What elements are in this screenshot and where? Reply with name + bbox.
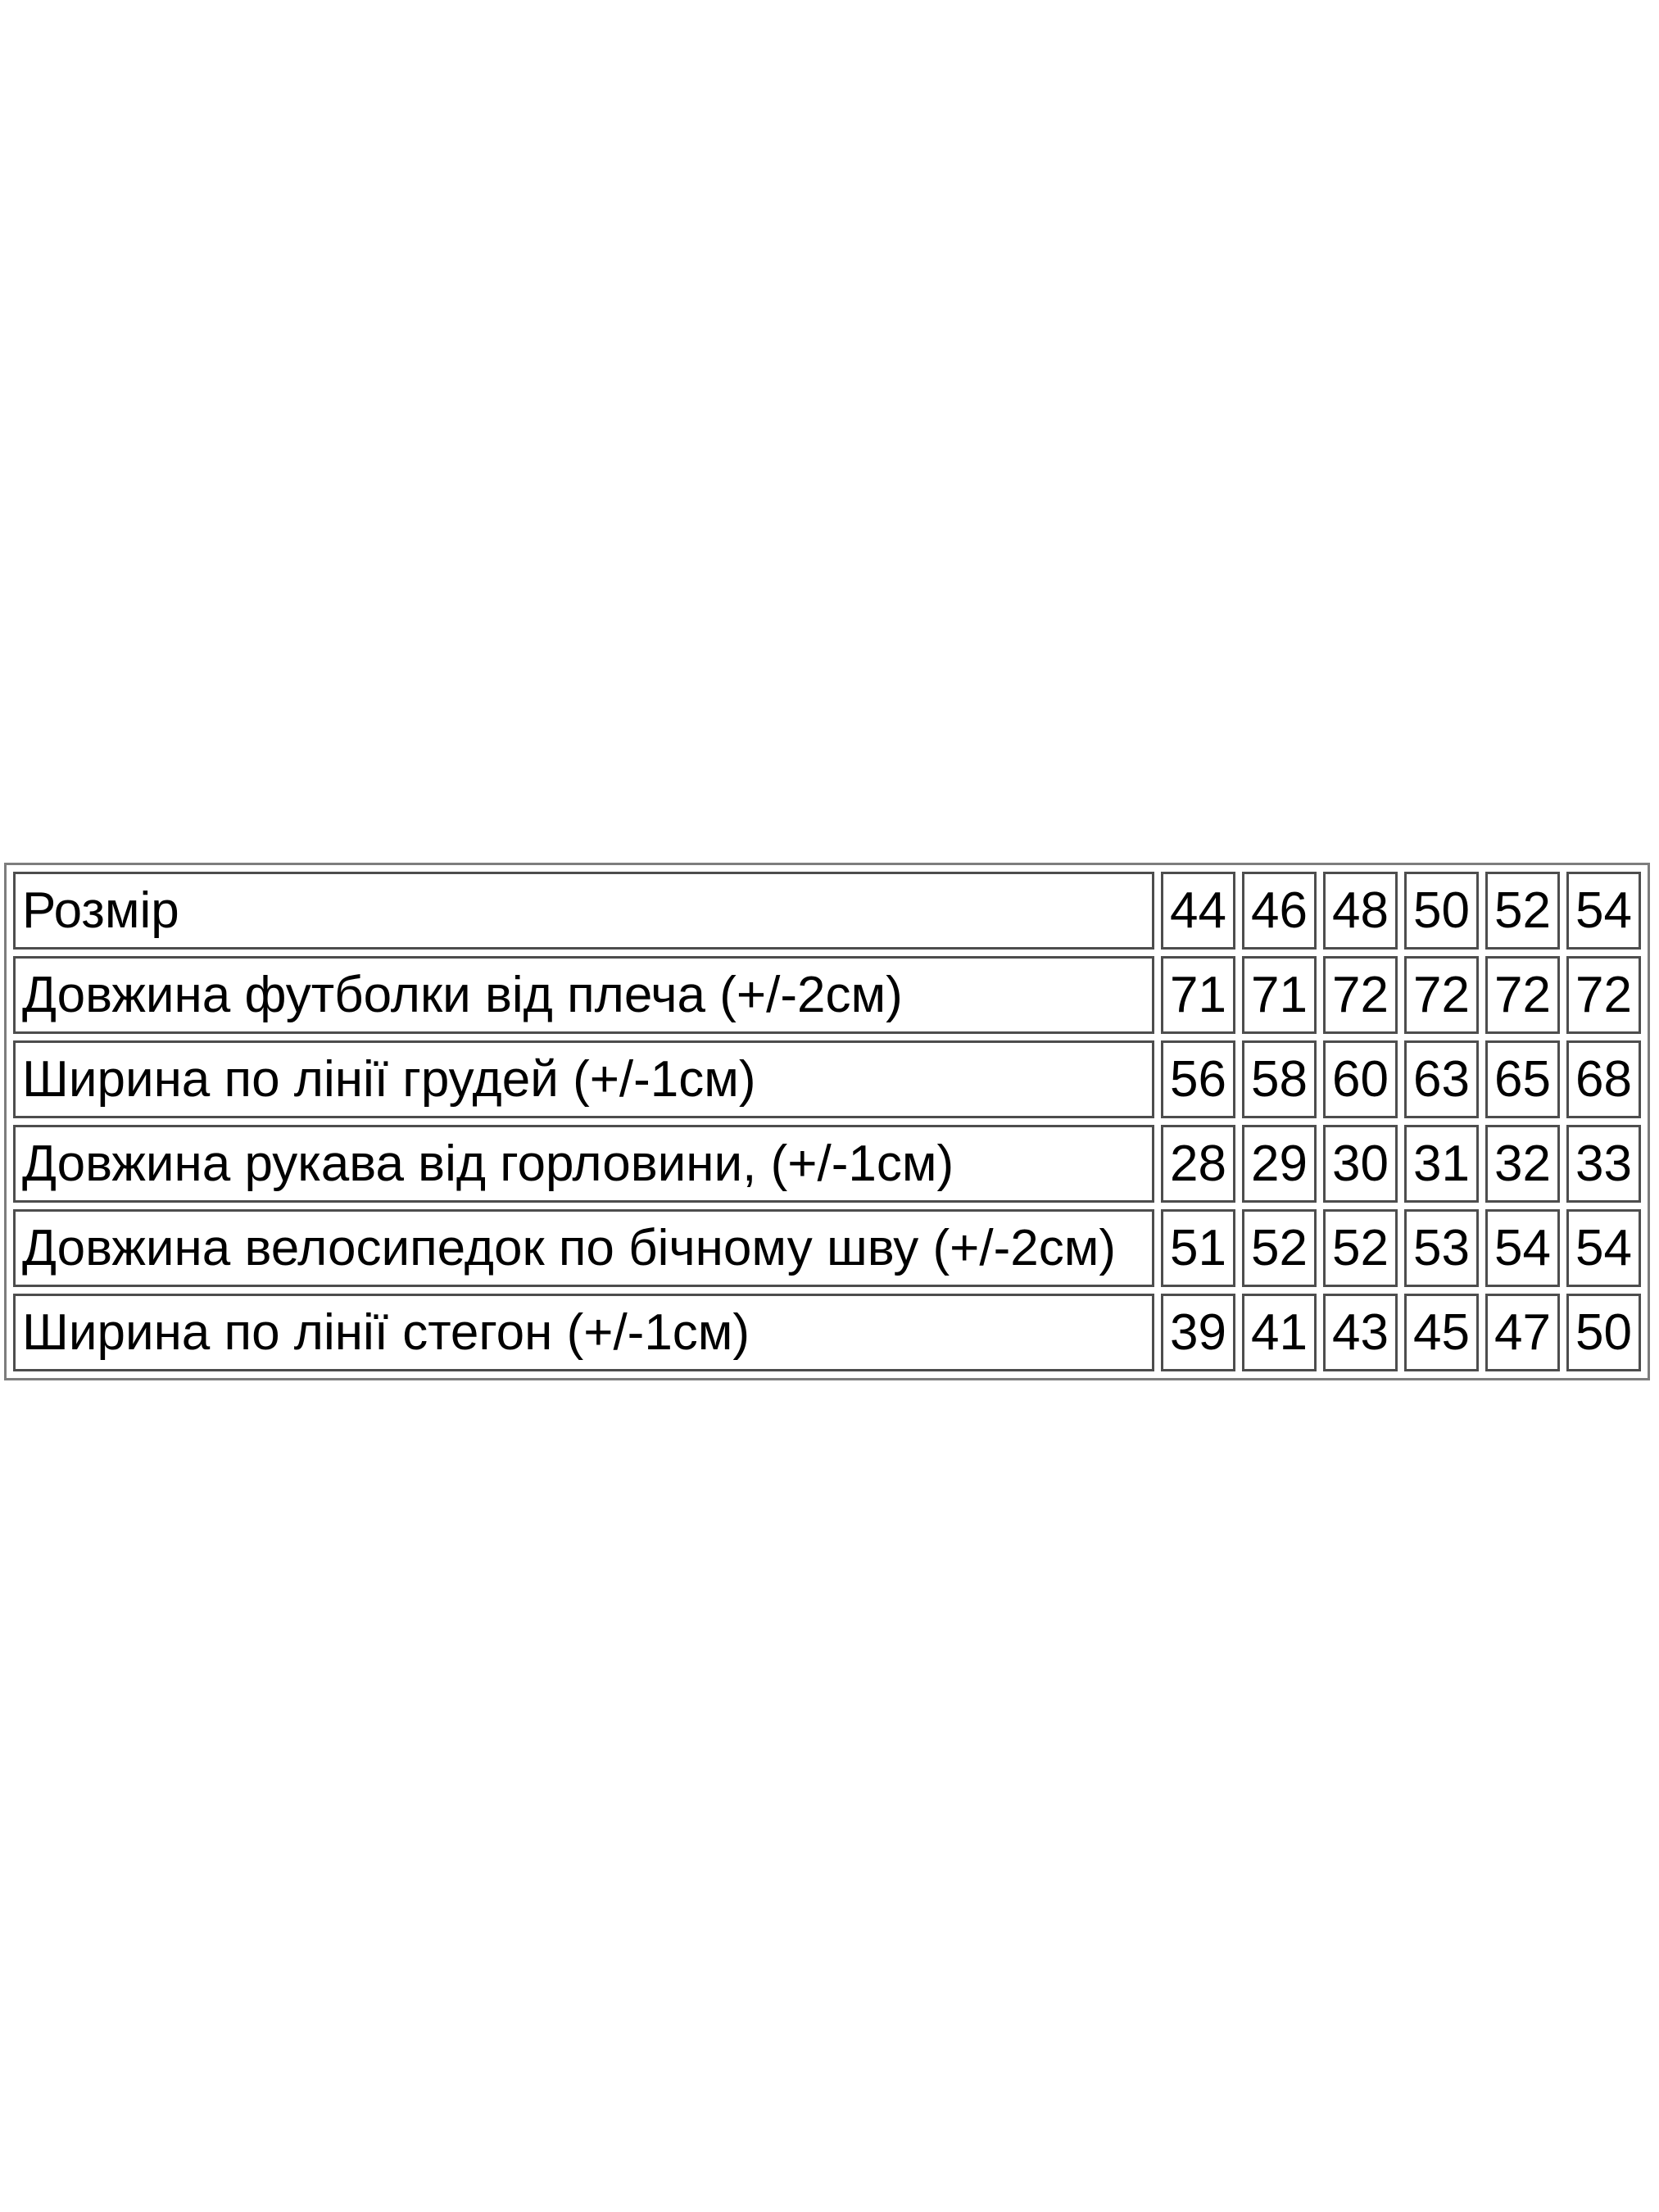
size-value-cell: 33	[1566, 1125, 1641, 1203]
size-value-cell: 72	[1404, 956, 1479, 1034]
table-row-shirt-length	[13, 956, 1641, 1034]
size-value-cell: 58	[1242, 1040, 1317, 1118]
size-value-cell: 71	[1242, 956, 1317, 1034]
size-value-cell: 32	[1485, 1125, 1560, 1203]
size-value-cell: 46	[1242, 872, 1317, 950]
size-value-cell: 39	[1161, 1294, 1235, 1371]
row-label: Розмір	[13, 872, 1154, 950]
size-value-cell: 71	[1161, 956, 1235, 1034]
row-label: Довжина футболки від плеча (+/-2см)	[13, 956, 1154, 1034]
row-label: Ширина по лінії стегон (+/-1см)	[13, 1294, 1154, 1371]
size-value-cell: 63	[1404, 1040, 1479, 1118]
size-value-cell: 72	[1485, 956, 1560, 1034]
table-row-sleeve-length	[13, 1125, 1641, 1203]
table-row-size	[13, 872, 1641, 950]
size-value-cell: 50	[1404, 872, 1479, 950]
size-value-cell: 30	[1323, 1125, 1398, 1203]
size-value-cell: 68	[1566, 1040, 1641, 1118]
size-value-cell: 47	[1485, 1294, 1560, 1371]
row-label: Ширина по лінії грудей (+/-1см)	[13, 1040, 1154, 1118]
size-value-cell: 28	[1161, 1125, 1235, 1203]
row-label: Довжина рукава від горловини, (+/-1см)	[13, 1125, 1154, 1203]
size-chart-table	[4, 863, 1650, 1380]
size-value-cell: 45	[1404, 1294, 1479, 1371]
size-value-cell: 41	[1242, 1294, 1317, 1371]
size-value-cell: 54	[1566, 872, 1641, 950]
size-value-cell: 56	[1161, 1040, 1235, 1118]
size-value-cell: 52	[1323, 1209, 1398, 1287]
row-label: Довжина велосипедок по бічному шву (+/-2см)	[13, 1209, 1154, 1287]
size-value-cell: 52	[1242, 1209, 1317, 1287]
table-row-hip-width	[13, 1294, 1641, 1371]
size-value-cell: 53	[1404, 1209, 1479, 1287]
size-value-cell: 43	[1323, 1294, 1398, 1371]
size-chart-body	[13, 872, 1641, 1371]
size-value-cell: 54	[1485, 1209, 1560, 1287]
size-value-cell: 65	[1485, 1040, 1560, 1118]
size-value-cell: 60	[1323, 1040, 1398, 1118]
size-value-cell: 31	[1404, 1125, 1479, 1203]
size-value-cell: 51	[1161, 1209, 1235, 1287]
size-value-cell: 72	[1566, 956, 1641, 1034]
size-value-cell: 29	[1242, 1125, 1317, 1203]
size-value-cell: 44	[1161, 872, 1235, 950]
size-value-cell: 50	[1566, 1294, 1641, 1371]
size-value-cell: 48	[1323, 872, 1398, 950]
table-row-chest-width	[13, 1040, 1641, 1118]
size-value-cell: 54	[1566, 1209, 1641, 1287]
size-value-cell: 72	[1323, 956, 1398, 1034]
size-value-cell: 52	[1485, 872, 1560, 950]
table-row-shorts-length	[13, 1209, 1641, 1287]
